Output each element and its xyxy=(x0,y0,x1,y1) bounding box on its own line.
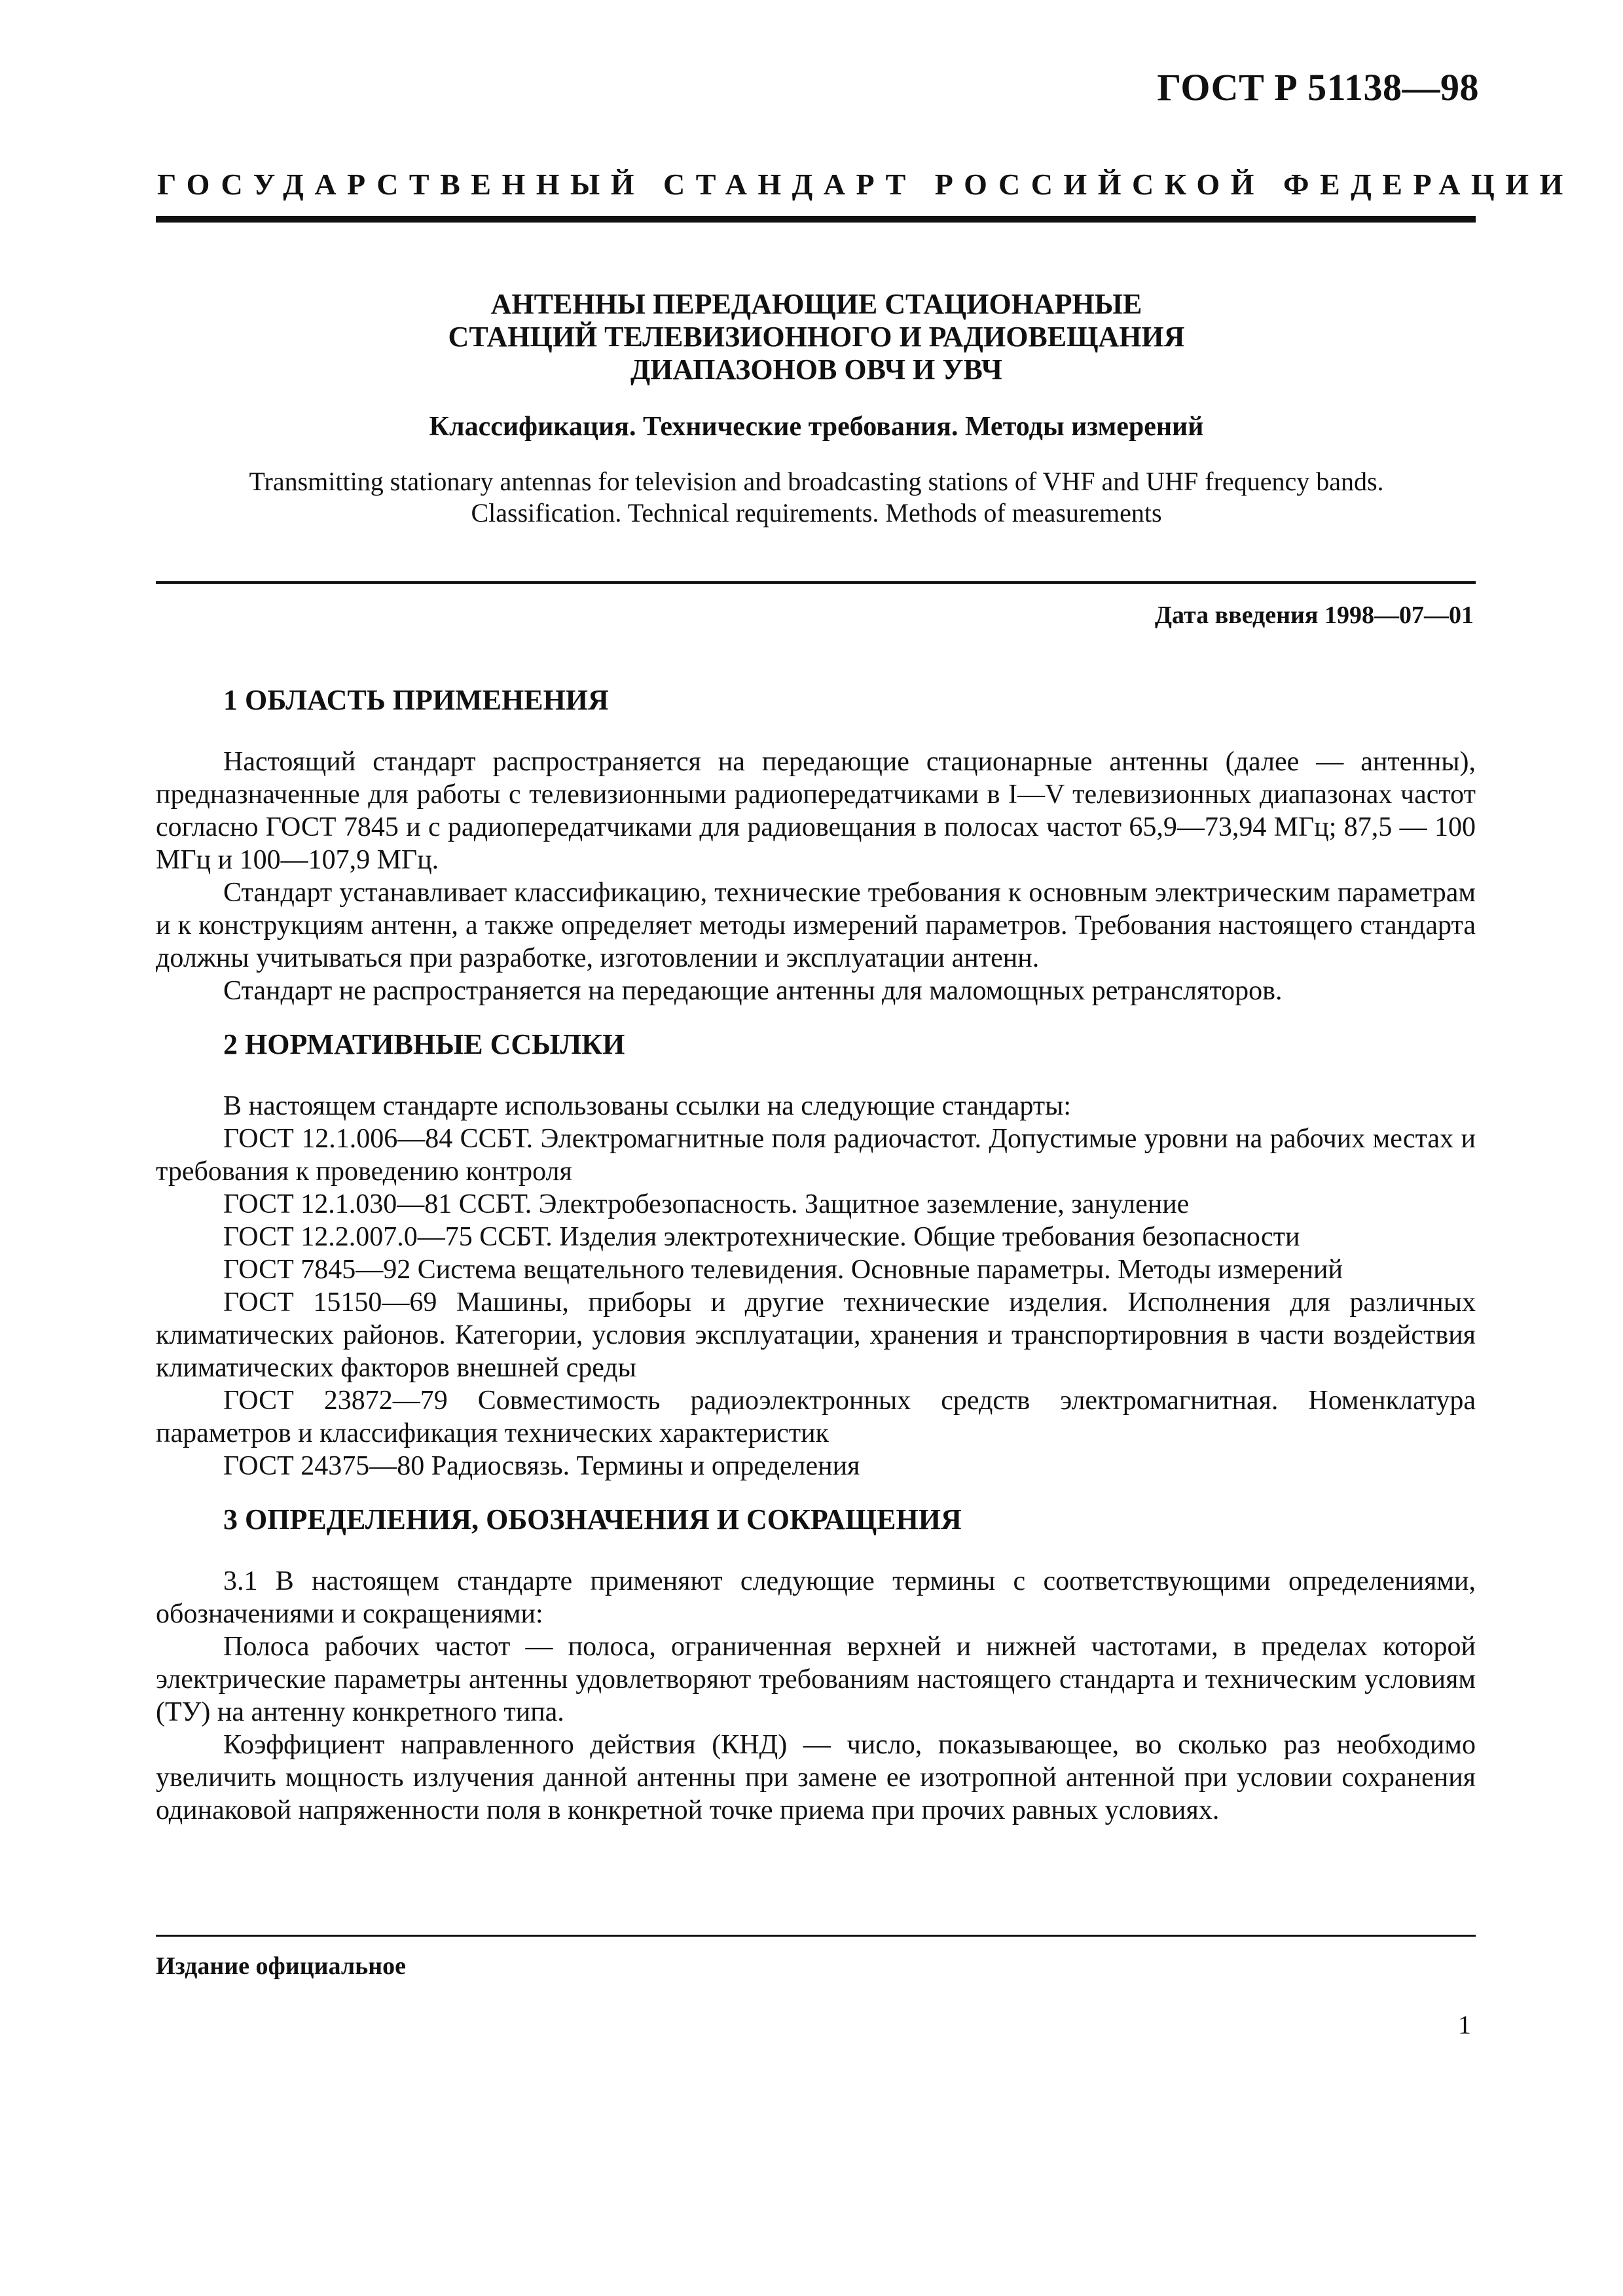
paragraph: Стандарт устанавливает классификацию, технические требования к основным электрическим параметрам и к конструкциям антенн, а также определяет методы измерений параметров. Требования настоящего стандарта должны учитываться при разработке, изготовлении и эксплуатации антенн. xyxy=(156,878,1476,973)
paragraph: Стандарт не распространяется на передающие антенны для маломощных ретрансляторов. xyxy=(223,976,1283,1006)
reference-item: ГОСТ 23872—79 Совместимость радиоэлектронных средств электромагнитная. Номенклатура параметров и классификация технических характеристик xyxy=(156,1386,1476,1448)
introduction-date: Дата введения 1998—07—01 xyxy=(1154,601,1474,629)
reference-item: ГОСТ 24375—80 Радиосвязь. Термины и определения xyxy=(223,1451,860,1481)
reference-item: ГОСТ 12.1.006—84 ССБТ. Электромагнитные поля радиочастот. Допустимые уровни на рабочих местах и требования к проведению контроля xyxy=(156,1124,1476,1187)
title-line: АНТЕННЫ ПЕРЕДАЮЩИЕ СТАЦИОНАРНЫЕ xyxy=(490,288,1142,320)
edition-label: Издание официальное xyxy=(156,1952,407,1980)
reference-item: ГОСТ 12.1.030—81 ССБТ. Электробезопасность. Защитное заземление, зануление xyxy=(223,1189,1190,1219)
english-title-line: Classification. Technical requirements. Methods of measurements xyxy=(471,498,1162,528)
page-number: 1 xyxy=(1458,2010,1471,2039)
state-standard-title: ГОСУДАРСТВЕННЫЙ СТАНДАРТ РОССИЙСКОЙ ФЕДЕРАЦИИ xyxy=(157,168,1574,201)
section-heading: 1 ОБЛАСТЬ ПРИМЕНЕНИЯ xyxy=(223,684,609,716)
title-line: ДИАПАЗОНОВ ОВЧ И УВЧ xyxy=(630,353,1002,386)
paragraph: В настоящем стандарте использованы ссылки на следующие стандарты: xyxy=(223,1091,1072,1121)
paragraph: 3.1 В настоящем стандарте применяют следующие термины с соответствующими определениями, обозначениями и сокращениями: xyxy=(156,1566,1476,1629)
english-title xyxy=(157,466,1476,529)
title-rule xyxy=(156,581,1476,584)
section-heading: 2 НОРМАТИВНЫЕ ССЫЛКИ xyxy=(223,1028,625,1060)
reference-item: ГОСТ 7845—92 Система вещательного телевидения. Основные параметры. Методы измерений xyxy=(223,1255,1343,1285)
document-subtitle: Классификация. Технические требования. Методы измерений xyxy=(429,412,1204,442)
title-line: СТАНЦИЙ ТЕЛЕВИЗИОННОГО И РАДИОВЕЩАНИЯ xyxy=(448,321,1185,353)
reference-item: ГОСТ 15150—69 Машины, приборы и другие технические изделия. Исполнения для различных климатических районов. Категории, условия эксплуатации, хранения и транспортировния в части воздействия климатических факторов внешней среды xyxy=(156,1287,1476,1383)
header-rule xyxy=(156,216,1476,223)
english-title-line: Transmitting stationary antennas for television and broadcasting stations of VHF and UHF frequency bands. xyxy=(249,467,1384,496)
document-title xyxy=(157,288,1476,386)
paragraph: Настоящий стандарт распространяется на передающие стационарные антенны (далее — антенны), предназначенные для работы с телевизионными радиопередатчиками в I—V телевизионных диапазонах частот согласно ГОСТ 7845 и с радиопередатчиками для радиовещания в полосах частот 65,9—73,94 МГц; 87,5 — 100 МГц и 100—107,9 МГц. xyxy=(156,747,1476,875)
section-heading: 3 ОПРЕДЕЛЕНИЯ, ОБОЗНАЧЕНИЯ И СОКРАЩЕНИЯ xyxy=(223,1503,962,1535)
paragraph: Коэффициент направленного действия (КНД) — число, показывающее, во сколько раз необходимо увеличить мощность излучения данной антенны при замене ее изотропной антенной при условии сохранения одинаковой напряженности поля в конкретной точке приема при прочих равных условиях. xyxy=(156,1730,1476,1825)
gost-number: ГОСТ Р 51138—98 xyxy=(1157,66,1479,109)
paragraph: Полоса рабочих частот — полоса, ограниченная верхней и нижней частотами, в пределах которой электрические параметры антенны удовлетворяют требованиям настоящего стандарта и техническим условиям (ТУ) на антенну конкретного типа. xyxy=(156,1632,1476,1727)
footer-rule xyxy=(156,1935,1476,1937)
document-body xyxy=(156,684,1476,1827)
reference-item: ГОСТ 12.2.007.0—75 ССБТ. Изделия электротехнические. Общие требования безопасности xyxy=(223,1222,1300,1252)
